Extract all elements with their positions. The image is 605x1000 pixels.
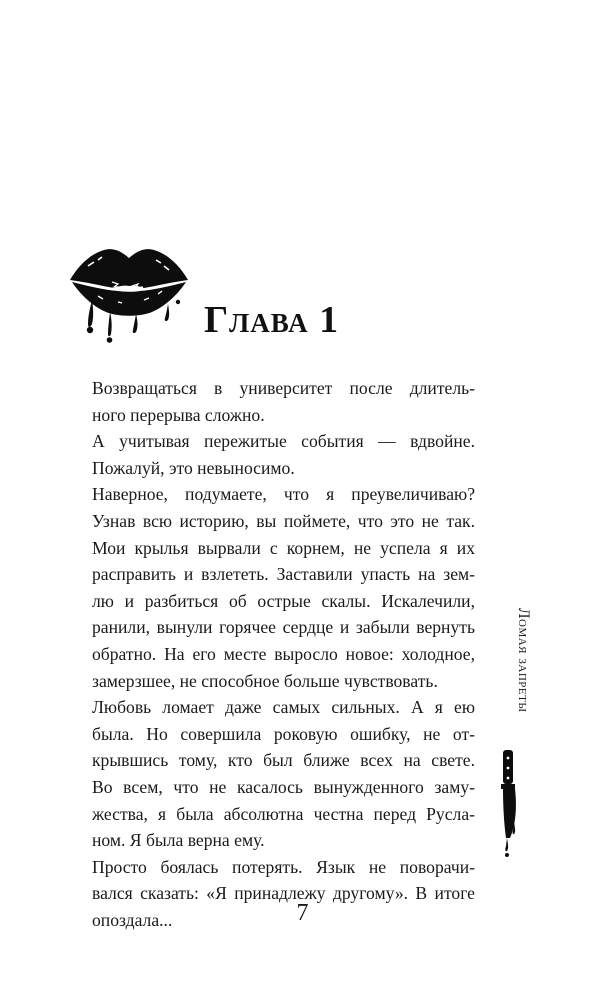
text-line: опоздала... [92,909,173,930]
text-line: Любовь ломает даже самых сильных. А я ею [92,697,475,718]
text-line: Узнав всю историю, вы поймете, что это не так. [92,510,475,531]
dripping-knife-icon [494,748,524,858]
body-text [92,375,475,933]
dripping-lips-icon [68,236,190,344]
text-line: Наверное, подумаете, что я преувеличиваю? [92,484,475,505]
text-line: замерзшее, не способное больше чувствовать. [92,670,438,691]
text-line: Просто боялась потерять. Язык не поворачи- [92,856,475,877]
text-line: Пожалуй, это невыносимо. [92,457,295,478]
text-line: расправить и взлететь. Заставили упасть на зем- [92,564,475,585]
text-line: обратно. На его месте выросло новое: холодное, [92,643,475,664]
chapter-heading [68,236,428,356]
text-line: лю и разбиться об острые скалы. Искалечили, [92,590,475,611]
text-line: А учитывая пережитые события — вдвойне. [92,431,475,452]
text-line: была. Но совершила роковую ошибку, не от- [92,723,475,744]
text-line: ного перерыва сложно. [92,404,265,425]
text-line: Мои крылья вырвали с корнем, не успела я их [92,537,475,558]
text-line: жества, я была абсолютна честна перед Русла- [92,803,475,824]
chapter-title: Глава 1 [204,299,340,341]
text-line: Во всем, что не касалось вынужденного заму- [92,776,475,797]
text-line: ном. Я была верна ему. [92,830,265,851]
page-number: 7 [296,900,309,926]
text-line: ранили, вынули горячее сердце и забыли вернуть [92,617,475,638]
running-title: Ломая запреты [515,608,532,713]
text-line: Возвращаться в университет после длитель- [92,378,475,398]
text-line: крывшись тому, кто был ближе всех на свете. [92,750,475,771]
text-line: вался сказать: «Я принадлежу другому». В итоге [92,883,475,904]
